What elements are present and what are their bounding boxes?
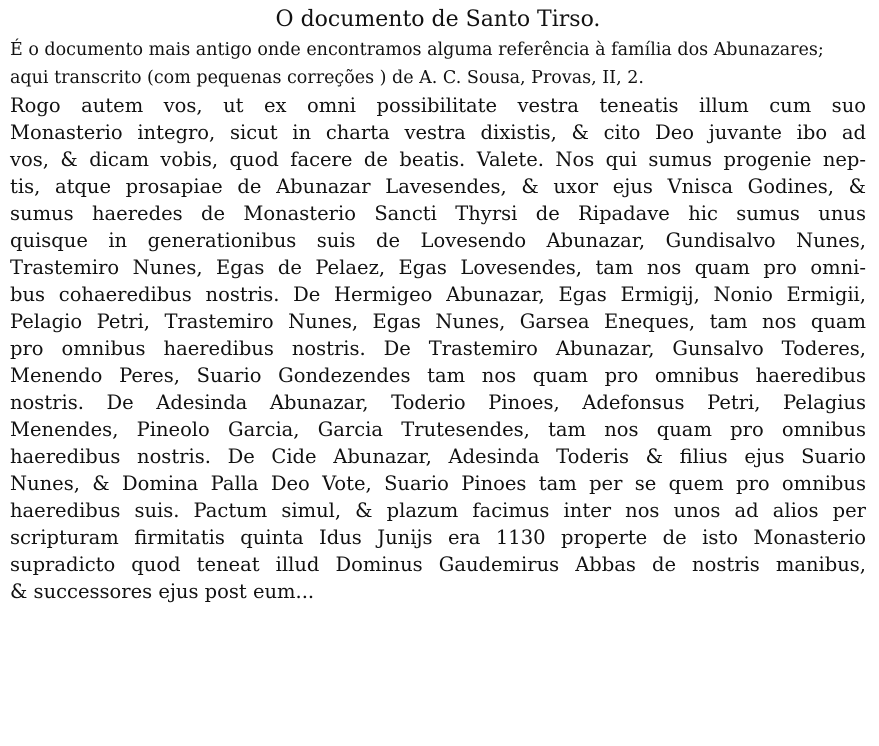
body-line: tis, atque prosapiae de Abunazar Lavesendes, & uxor ejus Vnisca Godines, &: [10, 175, 866, 198]
body-line: Menendes, Pineolo Garcia, Garcia Trutesendes, tam nos quam pro omnibus: [10, 418, 866, 441]
body-line: Rogo autem vos, ut ex omni possibilitate vestra teneatis illum cum suo: [10, 94, 866, 117]
body-line: Trastemiro Nunes, Egas de Pelaez, Egas Lovesendes, tam nos quam pro omni-: [10, 256, 866, 279]
document-page: [10, 4, 866, 605]
body-line: nostris. De Adesinda Abunazar, Toderio Pinoes, Adefonsus Petri, Pelagius: [10, 391, 866, 414]
body-line: quisque in generationibus suis de Lovesendo Abunazar, Gundisalvo Nunes,: [10, 229, 866, 252]
body-line: scripturam firmitatis quinta Idus Junijs era 1130 properte de isto Monasterio: [10, 526, 866, 549]
document-title: O documento de Santo Tirso.: [275, 7, 601, 32]
body-line: & successores ejus post eum...: [10, 580, 315, 603]
body-line: haeredibus nostris. De Cide Abunazar, Adesinda Toderis & filius ejus Suario: [10, 445, 866, 468]
intro-line: É o documento mais antigo onde encontramos alguma referência à família dos Abunazares;: [10, 40, 824, 60]
body-line: Pelagio Petri, Trastemiro Nunes, Egas Nunes, Garsea Eneques, tam nos quam: [10, 310, 866, 333]
body-line: bus cohaeredibus nostris. De Hermigeo Abunazar, Egas Ermigij, Nonio Ermigii,: [10, 283, 866, 306]
body-line: haeredibus suis. Pactum simul, & plazum facimus inter nos unos ad alios per: [10, 499, 866, 522]
body-line: sumus haeredes de Monasterio Sancti Thyrsi de Ripadave hic sumus unus: [10, 202, 866, 225]
intro-paragraph: [10, 36, 866, 92]
body-line: vos, & dicam vobis, quod facere de beatis. Valete. Nos qui sumus progenie nep-: [10, 148, 866, 171]
body-line: Monasterio integro, sicut in charta vestra dixistis, & cito Deo juvante ibo ad: [10, 121, 866, 144]
latin-transcription: [10, 92, 866, 605]
body-line: pro omnibus haeredibus nostris. De Trastemiro Abunazar, Gunsalvo Toderes,: [10, 337, 866, 360]
body-line: Menendo Peres, Suario Gondezendes tam nos quam pro omnibus haeredibus: [10, 364, 866, 387]
body-line: supradicto quod teneat illud Dominus Gaudemirus Abbas de nostris manibus,: [10, 553, 866, 576]
intro-line: aqui transcrito (com pequenas correções ) de A. C. Sousa, Provas, II, 2.: [10, 68, 644, 88]
body-line: Nunes, & Domina Palla Deo Vote, Suario Pinoes tam per se quem pro omnibus: [10, 472, 866, 495]
